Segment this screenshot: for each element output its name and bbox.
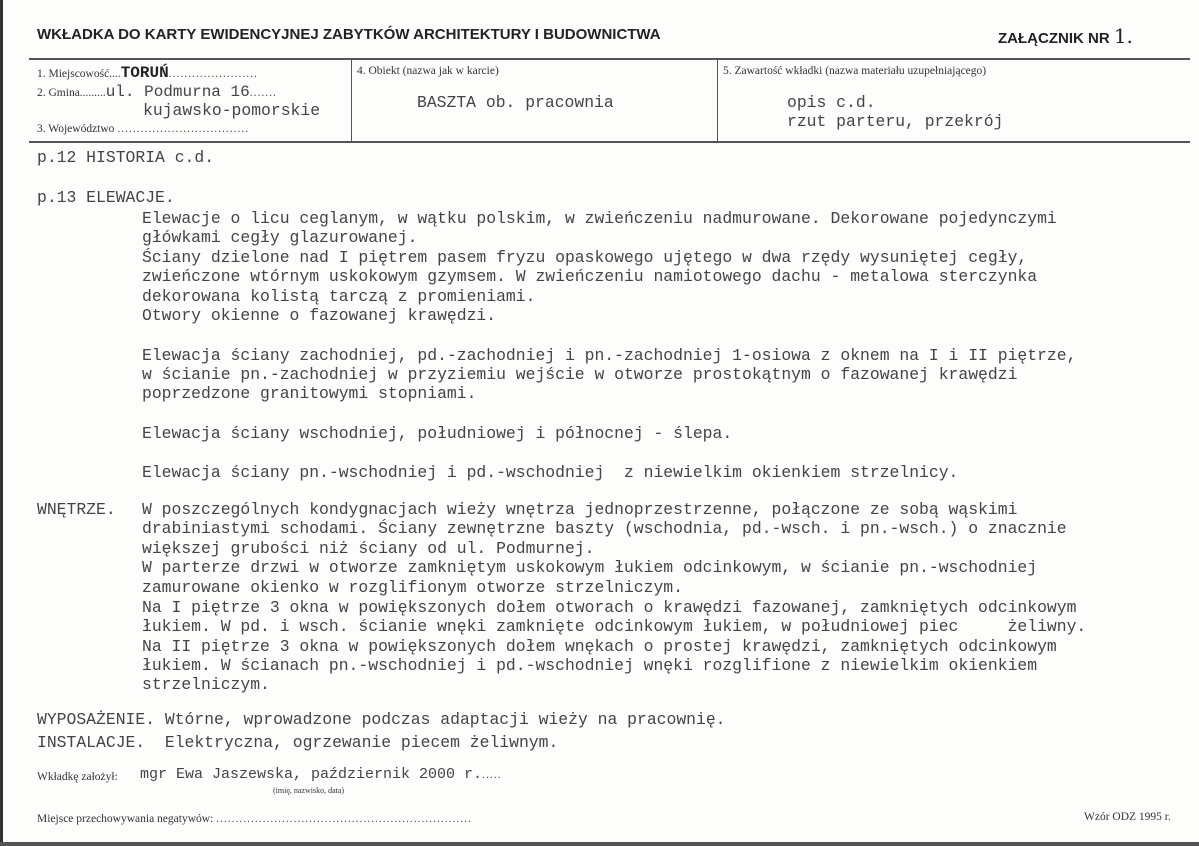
body-line: poprzedzone granitowymi stopniami.	[142, 384, 477, 403]
zawartosc-label: 5. Zawartość wkładki (nazwa materiału uzupełniającego)	[723, 65, 987, 77]
body-line: W poszczególnych kondygnacjach wieży wnętrza jednoprzestrzenne, połączone ze sobą wąskimi	[142, 500, 1018, 519]
body-line: dekorowana kolistą tarczą z promieniami.	[142, 287, 536, 306]
form-top-rule	[29, 58, 1190, 60]
body-line: p.12 HISTORIA c.d.	[37, 148, 215, 167]
scan-edge	[0, 842, 1199, 846]
body-line: INSTALACJE. Elektryczna, ogrzewanie piecem żeliwnym.	[37, 733, 559, 752]
body-line: Elewacja ściany zachodniej, pd.-zachodniej i pn.-zachodniej 1-osiowa z oknem na I i II piętrze,	[142, 346, 1077, 365]
wojewodztwo-field: 3. Województwo ..................................	[37, 123, 250, 135]
obiekt-value: BASZTA ob. pracownia	[417, 93, 614, 112]
form-bottom-rule	[29, 141, 1190, 143]
gmina-field: 2. Gmina.........ul. Podmurna 16.......	[37, 83, 277, 101]
body-line: łukiem. W pd. i wsch. ścianie wnęki zamknięte odcinkowym łukiem, w południowej piec żeliwny.	[142, 617, 1087, 636]
body-line: p.13 ELEWACJE.	[37, 188, 175, 207]
body-line: Ściany dzielone nad I piętrem pasem fryzu opaskowego ujętego w dwa rzędy wysuniętej cegły,	[142, 248, 1028, 267]
scan-edge	[0, 0, 3, 846]
obiekt-label: 4. Obiekt (nazwa jak w karcie)	[357, 65, 499, 77]
body-line: Elewacja ściany pn.-wschodniej i pd.-wschodniej z niewielkim okienkiem strzelnicy.	[142, 463, 959, 482]
body-line: drabiniastymi schodami. Ściany zewnętrzne baszty (wschodnia, pd.-wsch. i pn.-wsch.) o znacznie	[142, 519, 1067, 538]
body-line: zamurowane okienko w rozglifionym otworze strzelniczym.	[142, 578, 683, 597]
body-line: w ścianie pn.-zachodniej w przyziemiu wejście w otworze prostokątnym o fazowanej krawędzi	[142, 365, 1018, 384]
wojewodztwo-value: kujawsko-pomorskie	[143, 101, 321, 120]
attachment-number: 1.	[1113, 24, 1133, 48]
body-line: WNĘTRZE.	[37, 500, 116, 519]
body-line: W parterze drzwi w otworze zamkniętym uskokowym łukiem odcinkowym, w ścianie pn.-wschodniej	[142, 558, 1038, 577]
negatives-field: Miejsce przechowywania negatywów: ..................................................................	[37, 813, 472, 825]
body-line: strzelniczym.	[142, 675, 270, 694]
body-line: większej grubości niż ściany od ul. Podmurnej.	[142, 539, 595, 558]
body-line: łukiem. W ścianach pn.-wschodniej i pd.-wschodniej wnęki rozglifione z niewielkim okienkiem	[142, 656, 1038, 675]
body-line: Elewacje o licu ceglanym, w wątku polskim, w zwieńczeniu nadmurowane. Dekorowane pojedynczymi	[142, 209, 1057, 228]
template-version: Wzór ODZ 1995 r.	[1084, 811, 1171, 823]
zawartosc-item: rzut parteru, przekrój	[787, 112, 1004, 131]
miejscowosc-field: 1. Miejscowość....TORUŃ.......................	[37, 64, 258, 82]
attachment-label: ZAŁĄCZNIK NR 1.	[998, 24, 1133, 48]
author-value: mgr Ewa Jaszewska, październik 2000 r......	[140, 766, 502, 783]
divider	[351, 60, 352, 141]
author-label: Wkładkę założył:	[37, 771, 118, 783]
body-line: główkami cegły glazurowanej.	[142, 228, 418, 247]
body-line: Na I piętrze 3 okna w powiększonych dołem otworach o krawędzi fazowanej, zamkniętych odcinkowym	[142, 598, 1077, 617]
body-line: Na II piętrze 3 okna w powiększonych dołem wnękach o prostej krawędzi, zamkniętych odcinkowym	[142, 637, 1057, 656]
body-line: Elewacja ściany wschodniej, południowej i północnej - ślepa.	[142, 424, 733, 443]
body-line: zwieńczone wtórnym uskokowym gzymsem. W zwieńczeniu namiotowego dachu - metalowa sterczynka	[142, 267, 1038, 286]
document-title: WKŁADKA DO KARTY EWIDENCYJNEJ ZABYTKÓW ARCHITEKTURY I BUDOWNICTWA	[37, 26, 661, 43]
divider	[717, 60, 718, 141]
zawartosc-item: opis c.d.	[787, 93, 876, 112]
body-line: WYPOSAŻENIE. Wtórne, wprowadzone podczas adaptacji wieży na pracownię.	[37, 710, 726, 729]
author-hint: (imię, nazwisko, data)	[273, 786, 345, 795]
body-line: Otwory okienne o fazowanej krawędzi.	[142, 306, 497, 325]
